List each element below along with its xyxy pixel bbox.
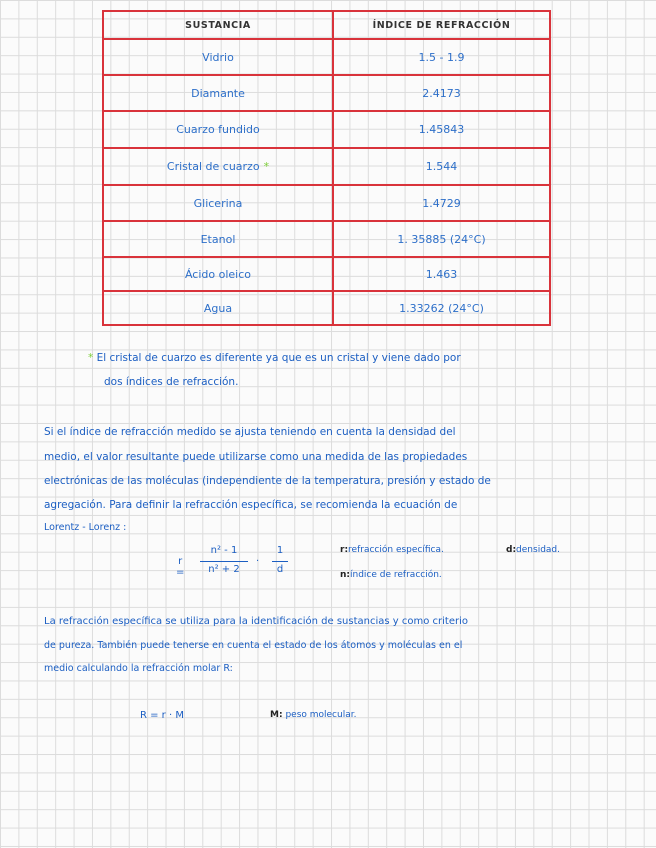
footnote-text: El cristal de cuarzo es diferente ya que es un cristal y viene dado por <box>96 352 461 364</box>
paragraph2-line: de pureza. También puede tenerse en cuenta el estado de los átomos y moléculas en el <box>44 640 463 651</box>
formula-denominator: n² + 2 <box>208 564 240 575</box>
legend-m <box>270 710 356 720</box>
cell-indice: 2.4173 <box>422 86 461 100</box>
table-row <box>104 186 549 222</box>
fraction-line <box>200 561 248 562</box>
cell-sustancia <box>104 149 332 184</box>
cell-indice: 1.4729 <box>422 196 461 210</box>
cell-sustancia: Vidrio <box>202 50 234 64</box>
header-sustancia: SUSTANCIA <box>185 19 251 31</box>
legend-n-text: índice de refracción. <box>350 570 442 580</box>
table-row <box>104 258 549 292</box>
cell-sustancia: Ácido oleico <box>184 267 252 281</box>
table-header-row <box>104 12 549 40</box>
cell-sustancia: Cuarzo fundido <box>176 123 260 136</box>
cell-sustancia: Agua <box>203 301 233 315</box>
asterisk-mark: * <box>263 160 270 173</box>
header-indice: ÍNDICE DE REFRACCIÓN <box>372 19 511 31</box>
formula-dot: · <box>256 556 260 567</box>
legend-r-key: r: <box>340 545 349 555</box>
paragraph1-line: agregación. Para definir la refracción específica, se recomienda la ecuación de <box>44 499 458 511</box>
asterisk-bullet: * <box>88 352 94 364</box>
paragraph2-line: medio calculando la refracción molar R: <box>44 663 233 674</box>
paragraph1-line: medio, el valor resultante puede utilizarse como una medida de las propiedades <box>44 451 468 463</box>
cell-indice: 1.45843 <box>418 123 465 136</box>
legend-n-key: n: <box>340 570 351 580</box>
cell-indice: 1. 35885 (24°C) <box>397 232 486 246</box>
footnote-line2: dos índices de refracción. <box>104 376 239 388</box>
paragraph1-line: Si el índice de refracción medido se ajusta teniendo en cuenta la densidad del <box>44 426 456 438</box>
formula-lhs: r = <box>176 556 185 578</box>
cell-sustancia: Glicerina <box>193 196 243 210</box>
cell-sustancia: Diamante <box>191 86 245 100</box>
legend-m-text: peso molecular. <box>285 710 357 720</box>
cell-indice: 1.5 - 1.9 <box>418 50 465 64</box>
legend-m-key: M: <box>270 710 283 720</box>
legend-n <box>340 570 442 580</box>
legend-d-key: d: <box>506 545 517 555</box>
footnote-line1 <box>88 352 461 364</box>
paragraph1-line: electrónicas de las moléculas (independiente de la temperatura, presión y estado de <box>44 475 491 487</box>
cell-sustancia-text: Cristal de cuarzo <box>166 160 260 173</box>
formula-numerator2: 1 <box>276 545 284 556</box>
table-row <box>104 112 549 149</box>
formula-denominator2: d <box>276 564 284 575</box>
cell-sustancia: Etanol <box>200 232 236 246</box>
table-row <box>104 149 549 186</box>
table-row <box>104 40 549 76</box>
table-row <box>104 292 549 324</box>
legend-r-text: refracción específica. <box>348 545 444 555</box>
cell-indice: 1.544 <box>425 160 458 173</box>
table-row <box>104 222 549 258</box>
refraction-table <box>102 10 551 326</box>
cell-indice: 1.463 <box>425 267 458 281</box>
cell-indice: 1.33262 (24°C) <box>399 301 484 315</box>
legend-r <box>340 545 444 555</box>
paragraph1-line: Lorentz - Lorenz : <box>44 522 127 533</box>
formula-numerator: n² - 1 <box>210 545 238 556</box>
paragraph2-line: La refracción específica se utiliza para la identificación de sustancias y como criterio <box>44 616 468 627</box>
molar-refraction-formula: R = r · M <box>140 710 184 721</box>
fraction-line2 <box>272 561 288 562</box>
legend-d-text: densidad. <box>516 545 560 555</box>
legend-d <box>506 545 560 555</box>
table-row <box>104 76 549 112</box>
